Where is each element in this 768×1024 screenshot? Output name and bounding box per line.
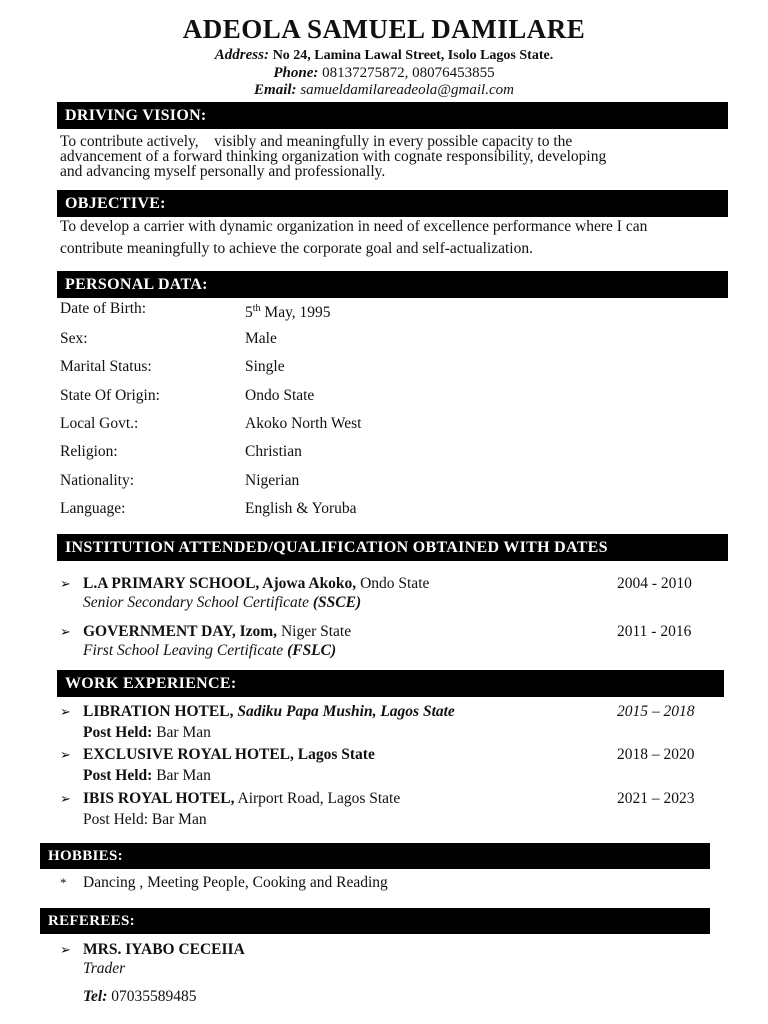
personal-label: Marital Status:: [60, 358, 152, 375]
post-held: Post Held: Bar Man: [83, 811, 207, 828]
employer-place: Airport Road, Lagos State: [234, 790, 401, 807]
section-education: INSTITUTION ATTENDED/QUALIFICATION OBTAINED WITH DATES: [57, 534, 728, 561]
arrow-bullet-icon: ➢: [60, 576, 71, 591]
driving-vision-line: To contribute actively, visibly and meaningfully in every possible capacity to the: [60, 133, 573, 150]
resume-name: ADEOLA SAMUEL DAMILARE: [182, 14, 586, 44]
referee-item: [60, 940, 710, 1020]
phone-label: Phone:: [273, 65, 319, 81]
email-label: Email:: [254, 82, 297, 98]
star-bullet-icon: *: [60, 875, 67, 890]
personal-value: Male: [245, 330, 277, 347]
personal-label: Nationality:: [60, 472, 135, 489]
employer-name: EXCLUSIVE ROYAL HOTEL, Lagos: [83, 746, 338, 763]
certificate: First School Leaving Certificate (FSLC): [83, 642, 337, 659]
work-item: [60, 702, 710, 744]
section-referees: REFEREES:: [40, 908, 710, 934]
personal-value: 5th May, 1995: [245, 303, 331, 322]
driving-vision-line: advancement of a forward thinking organization with cognate responsibility, developing: [60, 148, 607, 165]
personal-label: Local Govt.:: [60, 415, 139, 432]
employer-place: Sadiku Papa Mushin, Lagos State: [233, 703, 455, 720]
section-work-experience: WORK EXPERIENCE:: [57, 670, 724, 697]
education-item: [60, 622, 710, 662]
address-value: No 24, Lamina Lawal Street, Isolo Lagos State.: [272, 48, 554, 63]
arrow-bullet-icon: ➢: [60, 791, 71, 806]
arrow-bullet-icon: ➢: [60, 942, 71, 957]
section-personal-data: PERSONAL DATA:: [57, 271, 728, 298]
arrow-bullet-icon: ➢: [60, 704, 71, 719]
work-item: [60, 745, 710, 787]
institution-name: GOVERNMENT DAY, Izom,: [83, 623, 278, 640]
personal-label: State Of Origin:: [60, 387, 160, 404]
personal-row: [60, 386, 660, 406]
arrow-bullet-icon: ➢: [60, 624, 71, 639]
arrow-bullet-icon: ➢: [60, 747, 71, 762]
employer-name: LIBRATION HOTEL,: [83, 703, 234, 720]
personal-value: Akoko North West: [245, 415, 362, 432]
work-years: 2018 – 2020: [617, 746, 695, 763]
employer-place: State: [337, 746, 375, 763]
referee-name: MRS. IYABO CECEIIA: [83, 941, 245, 958]
institution-place: Niger State: [277, 623, 352, 640]
personal-row: [60, 329, 660, 349]
personal-row: [60, 442, 660, 462]
driving-vision-line: and advancing myself personally and professionally.: [60, 163, 386, 180]
personal-label: Language:: [60, 500, 126, 517]
education-years: 2011 - 2016: [617, 623, 692, 640]
post-held: Post Held: Bar Man: [83, 724, 211, 741]
personal-value: Nigerian: [245, 472, 300, 489]
phone-line: [0, 64, 768, 82]
personal-value: Single: [245, 358, 285, 375]
personal-row: [60, 414, 660, 434]
education-item: [60, 574, 710, 614]
referee-role: Trader: [83, 960, 126, 977]
certificate: Senior Secondary School Certificate (SSCE): [83, 594, 362, 611]
post-held: Post Held: Bar Man: [83, 767, 211, 784]
institution-name: L.A PRIMARY SCHOOL, Ajowa Akoko,: [83, 575, 357, 592]
personal-label: Sex:: [60, 330, 88, 347]
section-hobbies: HOBBIES:: [40, 843, 710, 869]
driving-vision-text: [60, 134, 730, 179]
email-value: samueldamilareadeola@gmail.com: [300, 82, 514, 98]
education-years: 2004 - 2010: [617, 575, 692, 592]
personal-row-dob: [60, 299, 660, 322]
personal-value: Christian: [245, 443, 302, 460]
employer-name: IBIS ROYAL HOTEL,: [83, 790, 235, 807]
personal-label: Date of Birth:: [60, 300, 147, 317]
hobbies-text: Dancing , Meeting People, Cooking and Reading: [83, 874, 388, 891]
referee-tel: Tel: 07035589485: [83, 988, 197, 1005]
phone-value: 08137275872, 08076453855: [322, 65, 495, 81]
personal-value: English & Yoruba: [245, 500, 357, 517]
personal-row: [60, 471, 660, 491]
address-line: [0, 46, 768, 65]
work-item: [60, 789, 710, 831]
objective-line: To develop a carrier with dynamic organization in need of excellence performance where I can: [60, 218, 648, 235]
work-years: 2021 – 2023: [617, 790, 695, 807]
personal-row: [60, 357, 660, 377]
institution-place: Ondo State: [356, 575, 430, 592]
personal-value: Ondo State: [245, 387, 315, 404]
section-driving-vision: DRIVING VISION:: [57, 102, 728, 129]
objective-text: [60, 216, 730, 260]
section-objective: OBJECTIVE:: [57, 190, 728, 217]
personal-label: Religion:: [60, 443, 118, 460]
objective-line: contribute meaningfully to achieve the corporate goal and self-actualization.: [60, 240, 533, 257]
email-line: [0, 81, 768, 99]
work-years: 2015 – 2018: [617, 703, 695, 720]
address-label: Address:: [214, 47, 269, 63]
personal-row: [60, 499, 660, 519]
